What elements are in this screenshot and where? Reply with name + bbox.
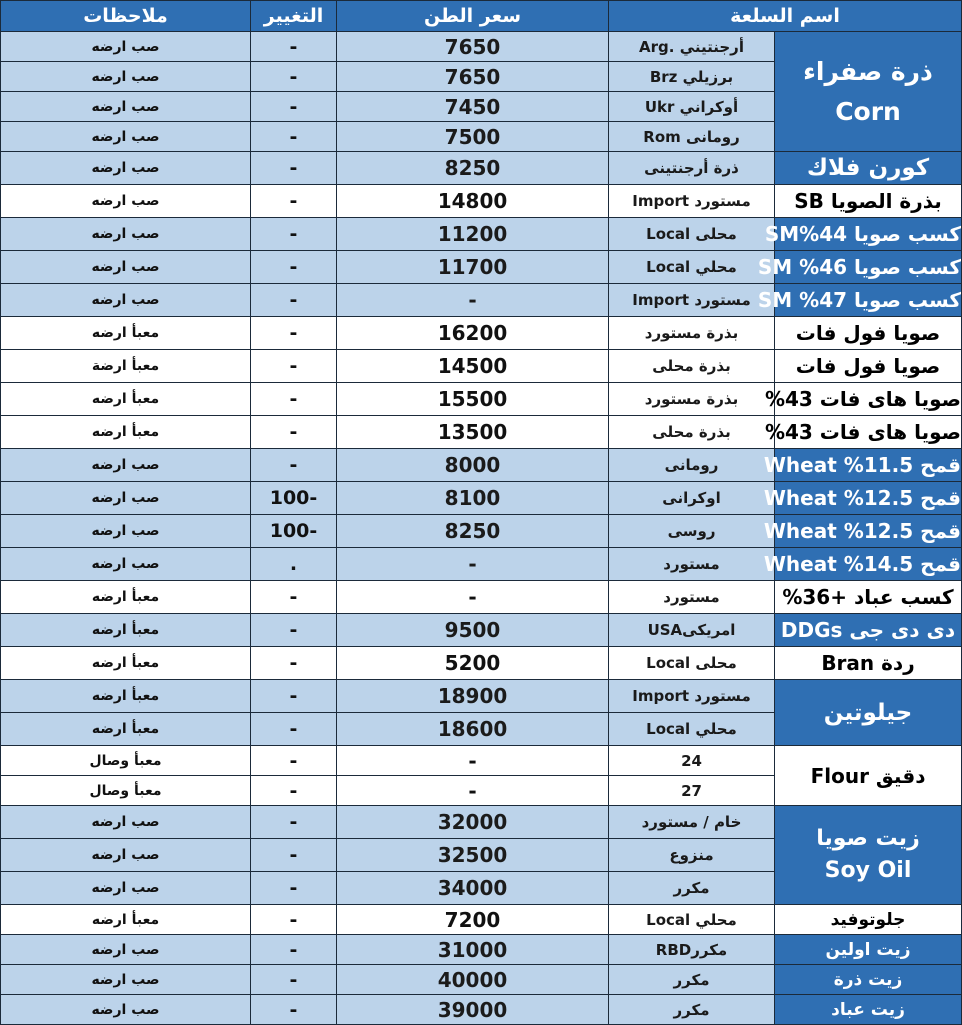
cell-type: بذرة محلى <box>609 350 775 383</box>
cell-change: - <box>251 614 337 647</box>
cell-type: رومانى Rom <box>609 122 775 152</box>
cell-price: - <box>337 746 609 776</box>
table-row <box>1 251 962 284</box>
cell-type: مكرر <box>609 995 775 1025</box>
cell-change: - <box>251 905 337 935</box>
cell-note: صب ارضه <box>1 515 251 548</box>
cell-change: - <box>251 872 337 905</box>
cell-note: صب ارضه <box>1 122 251 152</box>
cell-price: 8250 <box>337 152 609 185</box>
cell-change: - <box>251 713 337 746</box>
cell-change: - <box>251 935 337 965</box>
group-fullfat-2: صويا فول فات <box>775 350 962 383</box>
cell-type: روسى <box>609 515 775 548</box>
cell-type: مستورد <box>609 581 775 614</box>
cell-type: مكرر <box>609 965 775 995</box>
group-soybean: بذرة الصويا SB <box>775 185 962 218</box>
group-gluten: جيلوتين <box>775 680 962 746</box>
header-notes: ملاحظات <box>1 1 251 32</box>
table-row <box>1 515 962 548</box>
cell-price: 7450 <box>337 92 609 122</box>
cell-note: صب ارضه <box>1 449 251 482</box>
group-corn-flakes: كورن فلاك <box>775 152 962 185</box>
group-sunflower-oil: زيت عباد <box>775 995 962 1025</box>
table-row <box>1 482 962 515</box>
cell-note: صب ارضه <box>1 482 251 515</box>
header-name: اسم السلعة <box>609 1 962 32</box>
table-row <box>1 935 962 965</box>
cell-note: معبأ ارضه <box>1 905 251 935</box>
cell-type: اوكرانى <box>609 482 775 515</box>
table-row <box>1 614 962 647</box>
group-hifat-1: صويا هاى فات 43% <box>775 383 962 416</box>
table-row <box>1 185 962 218</box>
cell-note: صب ارضه <box>1 218 251 251</box>
cell-change: - <box>251 317 337 350</box>
group-flour: دقيق Flour <box>775 746 962 806</box>
cell-change: - <box>251 383 337 416</box>
cell-change: - <box>251 416 337 449</box>
cell-change: - <box>251 62 337 92</box>
group-hifat-2: صويا هاى فات 43% <box>775 416 962 449</box>
cell-type: محلى Local <box>609 647 775 680</box>
group-wheat-115: قمح 11.5% Wheat <box>775 449 962 482</box>
table-row <box>1 317 962 350</box>
cell-change: - <box>251 32 337 62</box>
cell-change: - <box>251 746 337 776</box>
cell-note: صب ارضه <box>1 995 251 1025</box>
cell-price: 8000 <box>337 449 609 482</box>
cell-type: خام / مستورد <box>609 806 775 839</box>
cell-type: مستورد <box>609 548 775 581</box>
header-row <box>1 1 962 32</box>
cell-price: 14500 <box>337 350 609 383</box>
table-row <box>1 995 962 1025</box>
cell-note: معبأ ارضه <box>1 416 251 449</box>
group-olein-oil: زيت اولين <box>775 935 962 965</box>
cell-change: - <box>251 806 337 839</box>
cell-note: صب ارضه <box>1 839 251 872</box>
table-row <box>1 152 962 185</box>
table-row <box>1 383 962 416</box>
cell-note: معبأ ارضه <box>1 614 251 647</box>
header-change: التغيير <box>251 1 337 32</box>
cell-note: معبأ ارضه <box>1 647 251 680</box>
cell-note: صب ارضه <box>1 284 251 317</box>
cell-change: - <box>251 647 337 680</box>
cell-type: محلي Local <box>609 251 775 284</box>
cell-price: 11700 <box>337 251 609 284</box>
table-row <box>1 680 962 713</box>
cell-price: 13500 <box>337 416 609 449</box>
cell-price: 8250 <box>337 515 609 548</box>
cell-price: 7500 <box>337 122 609 152</box>
cell-price: 40000 <box>337 965 609 995</box>
group-sm47: كسب صويا 47% SM <box>775 284 962 317</box>
table-row <box>1 32 962 62</box>
cell-type: برزيلي Brz <box>609 62 775 92</box>
cell-type: 27 <box>609 776 775 806</box>
cell-price: - <box>337 284 609 317</box>
cell-price: 7650 <box>337 62 609 92</box>
table-row <box>1 746 962 776</box>
cell-price: 18600 <box>337 713 609 746</box>
cell-note: صب ارضه <box>1 185 251 218</box>
cell-change: - <box>251 122 337 152</box>
cell-type: أوكراني Ukr <box>609 92 775 122</box>
cell-change: - <box>251 776 337 806</box>
cell-type: مستورد Import <box>609 284 775 317</box>
group-ddgs: دى دى جى DDGs <box>775 614 962 647</box>
cell-price: 39000 <box>337 995 609 1025</box>
cell-price: - <box>337 548 609 581</box>
cell-note: صب ارضه <box>1 935 251 965</box>
cell-note: معبأ ارضه <box>1 383 251 416</box>
table-row <box>1 905 962 935</box>
table-row <box>1 284 962 317</box>
cell-change: - <box>251 995 337 1025</box>
table-row <box>1 581 962 614</box>
cell-price: - <box>337 581 609 614</box>
group-name-line: ذرة صفراء <box>803 56 933 86</box>
cell-price: 11200 <box>337 218 609 251</box>
cell-change: - <box>251 284 337 317</box>
cell-price: - <box>337 776 609 806</box>
table-row <box>1 965 962 995</box>
cell-change: - <box>251 449 337 482</box>
table-row <box>1 548 962 581</box>
cell-change: . <box>251 548 337 581</box>
cell-note: صب ارضه <box>1 806 251 839</box>
group-bran: ردة Bran <box>775 647 962 680</box>
cell-price: 32500 <box>337 839 609 872</box>
cell-price: 7200 <box>337 905 609 935</box>
cell-type: بذرة مستورد <box>609 317 775 350</box>
table-row <box>1 647 962 680</box>
cell-change: - <box>251 185 337 218</box>
cell-type: امريكىUSA <box>609 614 775 647</box>
cell-price: 18900 <box>337 680 609 713</box>
cell-note: صب ارضه <box>1 872 251 905</box>
cell-price: 32000 <box>337 806 609 839</box>
group-wheat-145: قمح 14.5% Wheat <box>775 548 962 581</box>
group-sm44: كسب صويا 44%SM <box>775 218 962 251</box>
cell-type: أرجنتيني .Arg <box>609 32 775 62</box>
header-price: سعر الطن <box>337 1 609 32</box>
cell-note: معبأ وصال <box>1 776 251 806</box>
cell-change: - <box>251 965 337 995</box>
cell-note: معبأ ارضه <box>1 581 251 614</box>
cell-type: مستورد Import <box>609 185 775 218</box>
group-corn-oil: زيت ذرة <box>775 965 962 995</box>
cell-change: -100 <box>251 515 337 548</box>
group-sm46: كسب صويا 46% SM <box>775 251 962 284</box>
cell-note: معبأ ارضة <box>1 350 251 383</box>
cell-change: - <box>251 581 337 614</box>
group-wheat-125-b: قمح 12.5% Wheat <box>775 515 962 548</box>
group-corn <box>775 32 962 152</box>
cell-note: معبأ ارضه <box>1 317 251 350</box>
cell-note: صب ارضه <box>1 152 251 185</box>
group-glutofeed: جلوتوفيد <box>775 905 962 935</box>
table-row <box>1 806 962 839</box>
cell-change: -100 <box>251 482 337 515</box>
cell-price: 16200 <box>337 317 609 350</box>
table-row <box>1 218 962 251</box>
group-name-line: Soy Oil <box>824 858 912 883</box>
cell-type: منزوع <box>609 839 775 872</box>
cell-type: 24 <box>609 746 775 776</box>
cell-price: 8100 <box>337 482 609 515</box>
cell-type: مستورد Import <box>609 680 775 713</box>
cell-type: محلي Local <box>609 713 775 746</box>
cell-type: رومانى <box>609 449 775 482</box>
group-name-line: Corn <box>835 96 901 126</box>
group-soy-oil <box>775 806 962 905</box>
table-row <box>1 449 962 482</box>
cell-note: صب ارضه <box>1 251 251 284</box>
table-row <box>1 350 962 383</box>
cell-change: - <box>251 680 337 713</box>
table-row <box>1 416 962 449</box>
cell-change: - <box>251 839 337 872</box>
cell-note: صب ارضه <box>1 965 251 995</box>
cell-type: بذرة محلى <box>609 416 775 449</box>
group-wheat-125-a: قمح 12.5% Wheat <box>775 482 962 515</box>
cell-type: محلي Local <box>609 905 775 935</box>
cell-note: صب ارضه <box>1 92 251 122</box>
cell-price: 5200 <box>337 647 609 680</box>
cell-note: صب ارضه <box>1 32 251 62</box>
cell-price: 34000 <box>337 872 609 905</box>
cell-type: مكرر <box>609 872 775 905</box>
cell-change: - <box>251 152 337 185</box>
cell-price: 14800 <box>337 185 609 218</box>
group-fullfat-1: صويا فول فات <box>775 317 962 350</box>
cell-price: 9500 <box>337 614 609 647</box>
cell-price: 7650 <box>337 32 609 62</box>
cell-note: معبأ وصال <box>1 746 251 776</box>
cell-note: صب ارضه <box>1 548 251 581</box>
cell-note: صب ارضه <box>1 62 251 92</box>
cell-change: - <box>251 218 337 251</box>
cell-price: 31000 <box>337 935 609 965</box>
cell-change: - <box>251 92 337 122</box>
group-sunflower-meal: كسب عباد +36% <box>775 581 962 614</box>
cell-note: معبأ ارضه <box>1 713 251 746</box>
cell-price: 15500 <box>337 383 609 416</box>
cell-type: ذرة أرجنتينى <box>609 152 775 185</box>
cell-type: محلى Local <box>609 218 775 251</box>
cell-change: - <box>251 350 337 383</box>
group-name-line: زيت صويا <box>816 826 920 851</box>
cell-change: - <box>251 251 337 284</box>
cell-type: بذرة مستورد <box>609 383 775 416</box>
cell-type: مكررRBD <box>609 935 775 965</box>
cell-note: معبأ ارضه <box>1 680 251 713</box>
